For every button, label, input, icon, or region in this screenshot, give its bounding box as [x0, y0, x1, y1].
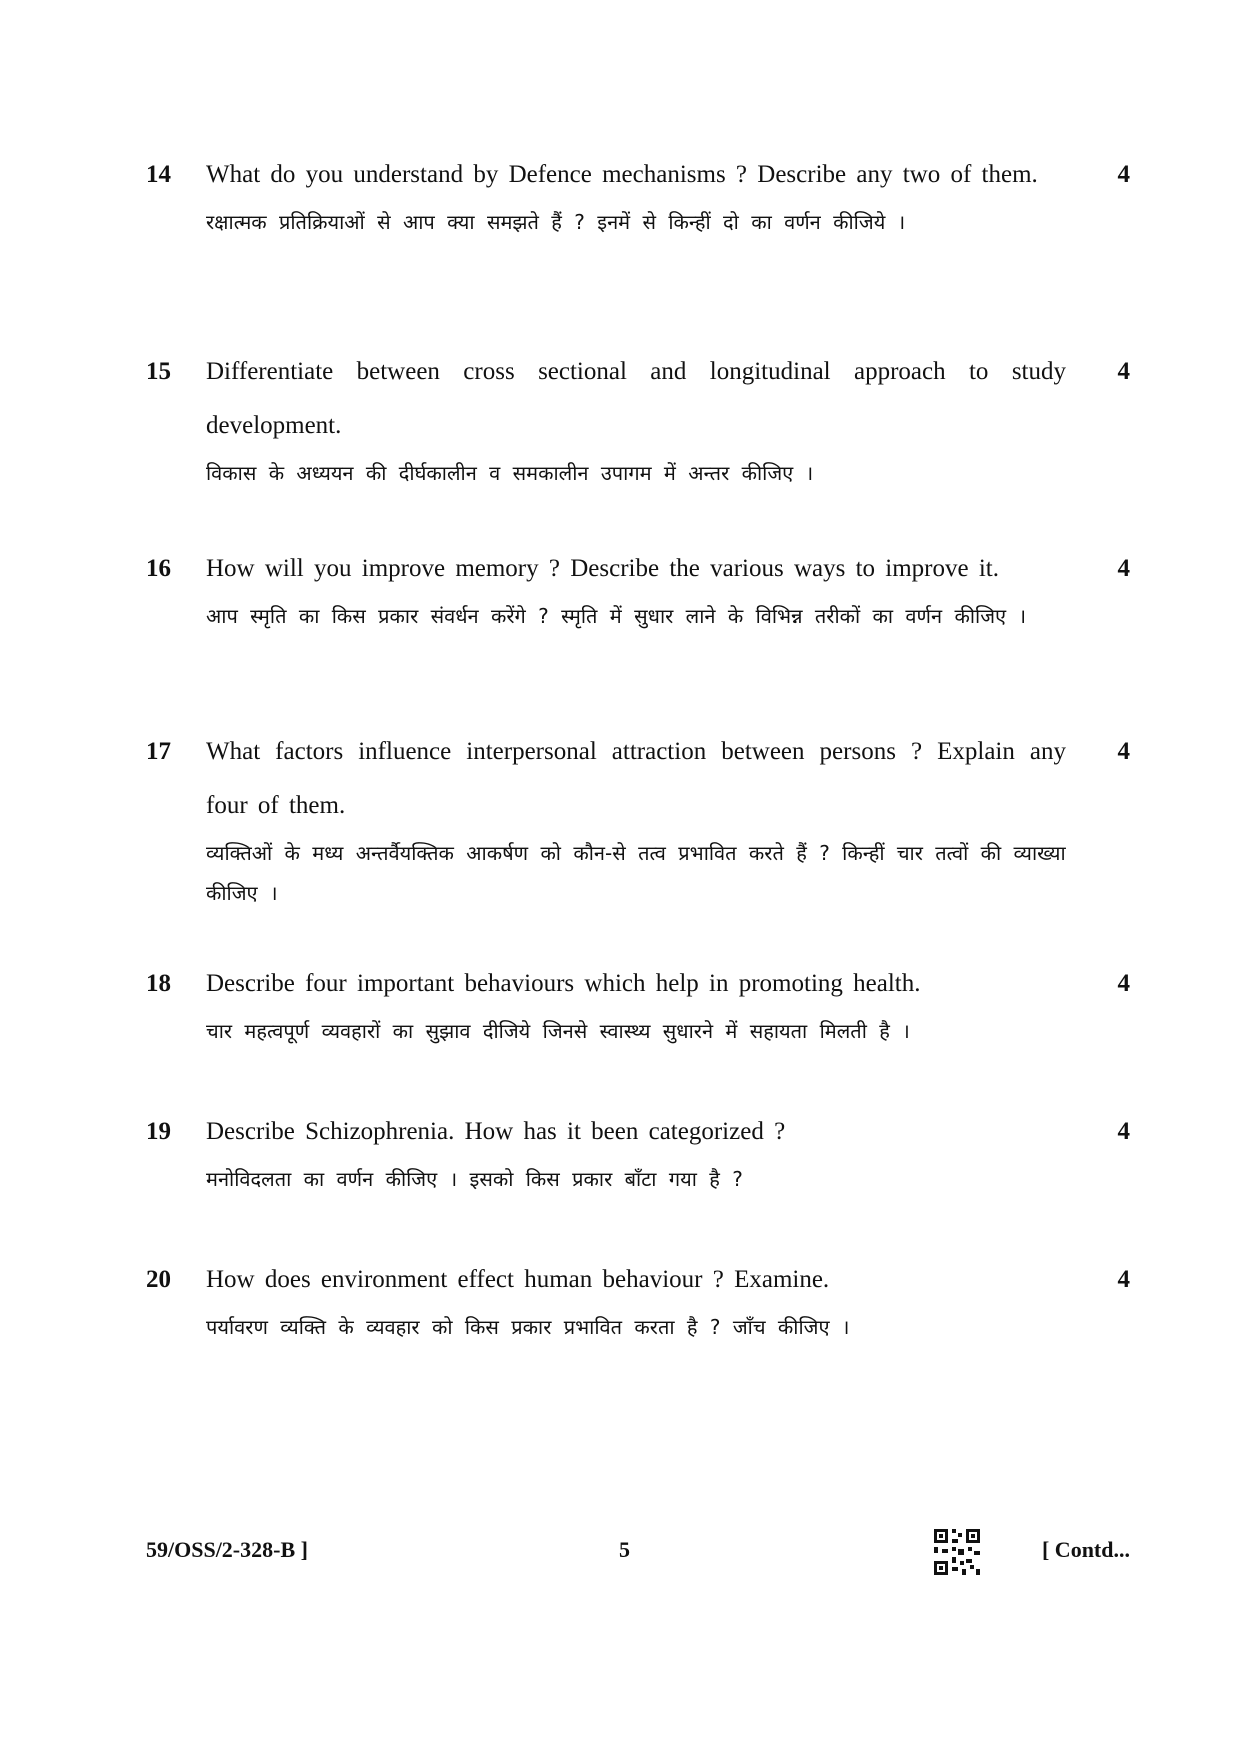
qr-code-icon — [932, 1527, 982, 1577]
question-text-english: How does environment effect human behaviour ? Examine. — [206, 1266, 830, 1293]
page-number: 5 — [619, 1537, 630, 1562]
question-body — [206, 160, 1066, 242]
question-text-hindi: विकास के अध्ययन की दीर्घकालीन व समकालीन उपागम में अन्तर कीजिए । — [206, 461, 814, 485]
question-text-english: Differentiate between cross sectional and longitudinal approach to study development. — [206, 358, 1066, 439]
question-body — [206, 969, 1066, 1051]
question-text-hindi: आप स्मृति का किस प्रकार संवर्धन करेंगे ? स्मृति में सुधार लाने के विभिन्न तरीकों का वर्णन कीजिए । — [206, 604, 1027, 628]
question-body — [206, 357, 1066, 493]
question-text-english: What do you understand by Defence mechanisms ? Describe any two of them. — [206, 161, 1038, 188]
question-text-hindi: मनोविदलता का वर्णन कीजिए । इसको किस प्रकार बाँटा गया है ? — [206, 1167, 743, 1191]
question-marks: 4 — [1117, 1266, 1130, 1293]
question-text-english: How will you improve memory ? Describe the various ways to improve it. — [206, 555, 999, 582]
question-text-english: Describe Schizophrenia. How has it been categorized ? — [206, 1118, 786, 1145]
question-text-hindi: पर्यावरण व्यक्ति के व्यवहार को किस प्रकार प्रभावित करता है ? जाँच कीजिए । — [206, 1315, 850, 1339]
question-marks: 4 — [1117, 1118, 1130, 1145]
question-text-hindi: व्यक्तिओं के मध्य अन्तर्वैयक्तिक आकर्षण को कौन-से तत्व प्रभावित करते हैं ? किन्हीं चार तत्वों की व्याख्या कीजिए । — [206, 841, 1066, 905]
question-number: 20 — [146, 1266, 171, 1293]
page-footer — [146, 1527, 1136, 1587]
question-number: 15 — [146, 358, 171, 385]
question-marks: 4 — [1117, 738, 1130, 765]
question-body — [206, 737, 1066, 913]
question-body — [206, 1117, 1066, 1199]
question-body — [206, 1265, 1066, 1347]
question-marks: 4 — [1117, 555, 1130, 582]
question-marks: 4 — [1117, 970, 1130, 997]
question-number: 18 — [146, 970, 171, 997]
question-text-english: What factors influence interpersonal attraction between persons ? Explain any four of them. — [206, 738, 1066, 819]
question-number: 17 — [146, 738, 171, 765]
question-text-hindi: रक्षात्मक प्रतिक्रियाओं से आप क्या समझते हैं ? इनमें से किन्हीं दो का वर्णन कीजिये । — [206, 210, 906, 234]
question-marks: 4 — [1117, 358, 1130, 385]
question-body — [206, 554, 1066, 636]
continued-label: [ Contd... — [1041, 1537, 1130, 1562]
question-number: 14 — [146, 161, 171, 188]
question-marks: 4 — [1117, 161, 1130, 188]
question-number: 19 — [146, 1118, 171, 1145]
paper-code: 59/OSS/2-328-B ] — [146, 1537, 308, 1562]
question-text-english: Describe four important behaviours which help in promoting health. — [206, 970, 921, 997]
question-number: 16 — [146, 555, 171, 582]
question-text-hindi: चार महत्वपूर्ण व्यवहारों का सुझाव दीजिये जिनसे स्वास्थ्य सुधारने में सहायता मिलती है । — [206, 1019, 910, 1043]
